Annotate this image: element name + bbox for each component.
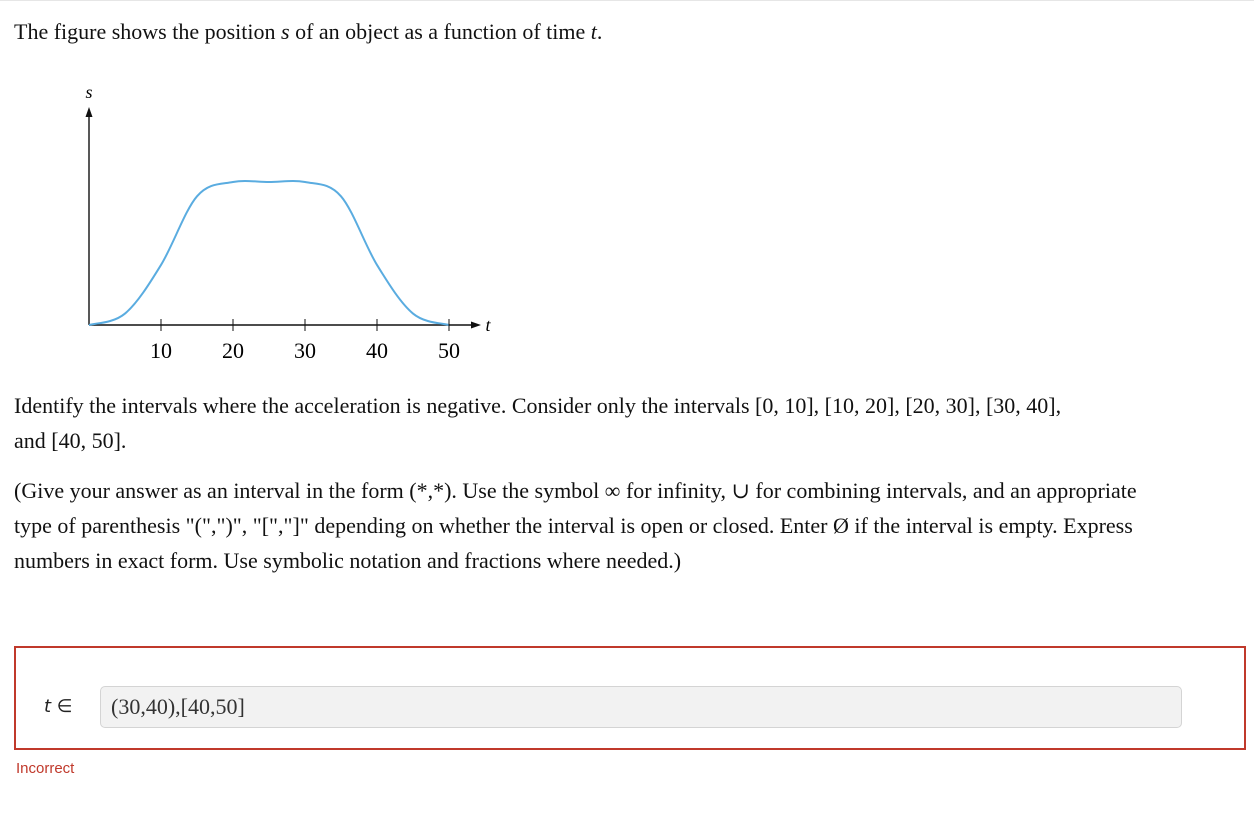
x-tick-label: 50 xyxy=(438,338,460,363)
identify-line-2: and [40, 50]. xyxy=(14,428,127,453)
element-of-symbol: ∈ xyxy=(51,696,73,717)
intro-text: The figure shows the position xyxy=(14,19,282,44)
top-divider xyxy=(0,0,1254,1)
x-tick-label: 10 xyxy=(150,338,172,363)
instructions-line-3: numbers in exact form. Use symbolic notation and fractions where needed.) xyxy=(14,548,682,573)
x-tick-label: 20 xyxy=(222,338,244,363)
answer-label-var: t xyxy=(44,696,52,717)
x-axis-arrow xyxy=(471,322,481,329)
x-tick-label: 30 xyxy=(294,338,316,363)
var-t: t xyxy=(590,19,597,44)
var-s: s xyxy=(281,19,290,44)
answer-label xyxy=(44,696,72,717)
intro-mid: of an object as a function of time xyxy=(289,19,591,44)
answer-input[interactable]: (30,40),[40,50] xyxy=(100,686,1182,728)
instructions-line-1: (Give your answer as an interval in the form (*,*). Use the symbol ∞ for infinity, ∪ for combining intervals, and an appropriate xyxy=(14,478,1137,503)
x-tick-label: 40 xyxy=(366,338,388,363)
question-intro xyxy=(14,14,602,49)
position-time-graph xyxy=(0,70,520,370)
incorrect-status: Incorrect xyxy=(16,760,75,777)
y-axis-arrow xyxy=(86,107,93,117)
position-curve xyxy=(89,181,449,325)
x-axis-label: t xyxy=(485,315,491,335)
identify-line-1: Identify the intervals where the acceleration is negative. Consider only the intervals [0, 10], [10, 20], [20, 30], [30, 40], xyxy=(14,393,1062,418)
instructions-line-2: type of parenthesis "(",")", "[","]" depending on whether the interval is open or closed. Enter Ø if the interval is empty. Express xyxy=(14,513,1133,538)
y-axis-label: s xyxy=(85,82,93,102)
answer-box xyxy=(14,646,1246,750)
intro-end: . xyxy=(596,19,603,44)
